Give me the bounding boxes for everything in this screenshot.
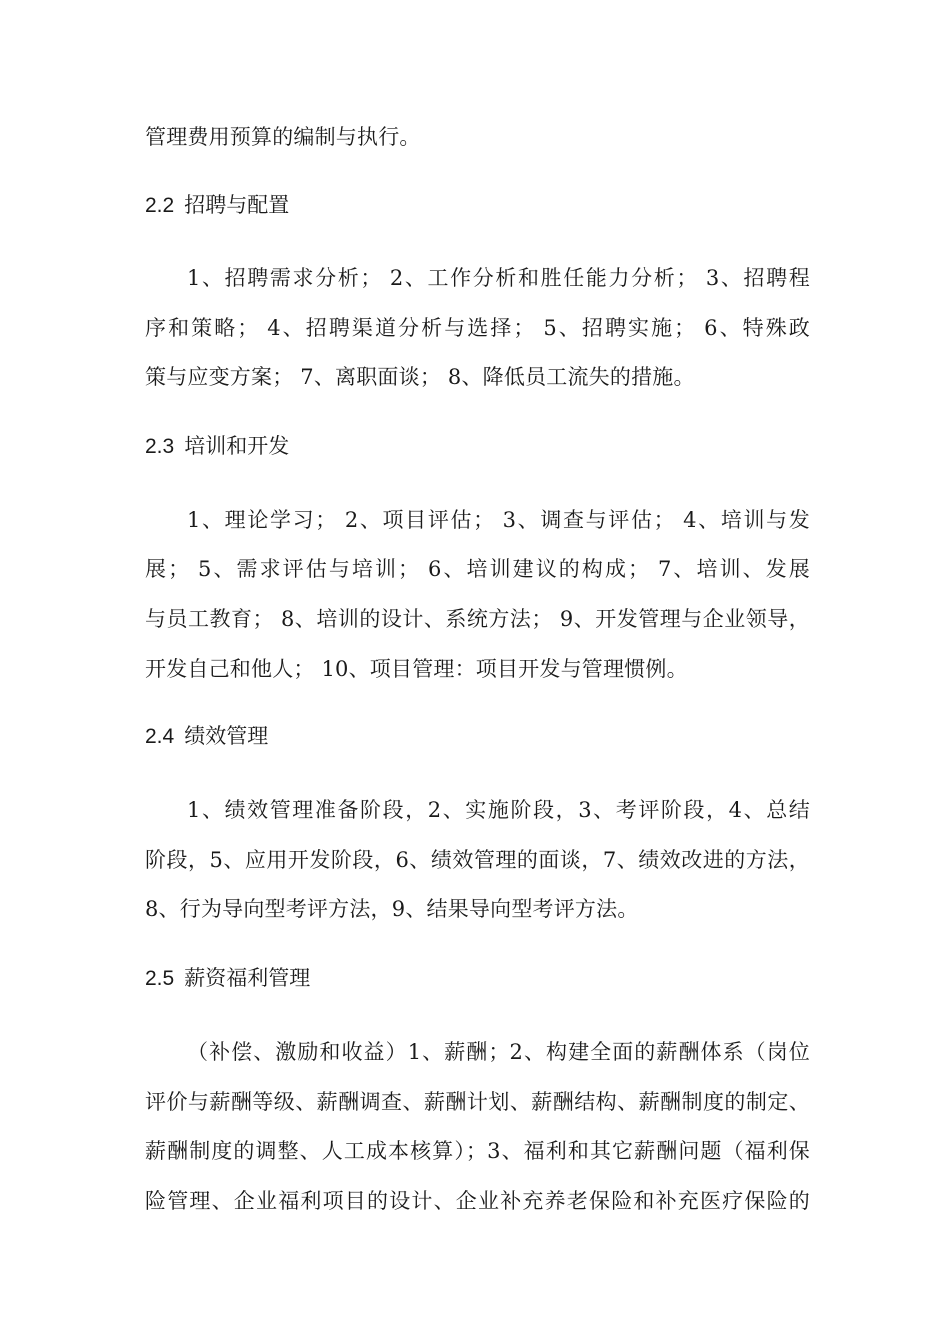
paragraph-line: 评价与薪酬等级、薪酬调查、薪酬计划、薪酬结构、薪酬制度的制定、 [145, 1090, 810, 1114]
section-heading-2-5 [145, 963, 310, 994]
paragraph-line: （补偿、激励和收益）1、薪酬；2、构建全面的薪酬体系（岗位 [187, 1040, 810, 1064]
paragraph-line: 1、招聘需求分析； 2、工作分析和胜任能力分析； 3、招聘程 [187, 266, 810, 290]
paragraph-line: 序和策略； 4、招聘渠道分析与选择； 5、招聘实施； 6、特殊政 [145, 316, 810, 340]
section-title: 培训和开发 [184, 434, 290, 458]
paragraph-line: 策与应变方案； 7、离职面谈； 8、降低员工流失的措施。 [145, 365, 695, 389]
paragraph-line: 险管理、企业福利项目的设计、企业补充养老保险和补充医疗保险的 [145, 1189, 810, 1213]
paragraph-line: 展； 5、需求评估与培训； 6、培训建议的构成； 7、培训、发展 [145, 557, 810, 581]
paragraph-line: 8、行为导向型考评方法，9、结果导向型考评方法。 [145, 897, 639, 921]
paragraph-line: 开发自己和他人； 10、项目管理：项目开发与管理惯例。 [145, 657, 688, 681]
paragraph-line: 1、绩效管理准备阶段，2、实施阶段，3、考评阶段，4、总结 [187, 798, 810, 822]
section-heading-2-2 [145, 190, 289, 221]
section-title: 绩效管理 [184, 724, 269, 748]
section-heading-2-4 [145, 721, 268, 752]
paragraph-line: 薪酬制度的调整、人工成本核算）；3、福利和其它薪酬问题（福利保 [145, 1139, 810, 1163]
intro-line: 管理费用预算的编制与执行。 [145, 125, 421, 149]
section-heading-2-3 [145, 431, 289, 462]
section-number: 2.5 [145, 967, 175, 990]
paragraph-line: 与员工教育； 8、培训的设计、系统方法； 9、开发管理与企业领导， [145, 607, 810, 631]
section-number: 2.2 [145, 194, 175, 217]
section-number: 2.3 [145, 435, 175, 458]
paragraph-line: 阶段，5、应用开发阶段，6、绩效管理的面谈，7、绩效改进的方法， [145, 848, 810, 872]
paragraph-line: 1、理论学习； 2、项目评估； 3、调查与评估； 4、培训与发 [187, 508, 810, 532]
section-title: 招聘与配置 [184, 193, 290, 217]
section-title: 薪资福利管理 [184, 966, 311, 990]
section-number: 2.4 [145, 725, 175, 748]
